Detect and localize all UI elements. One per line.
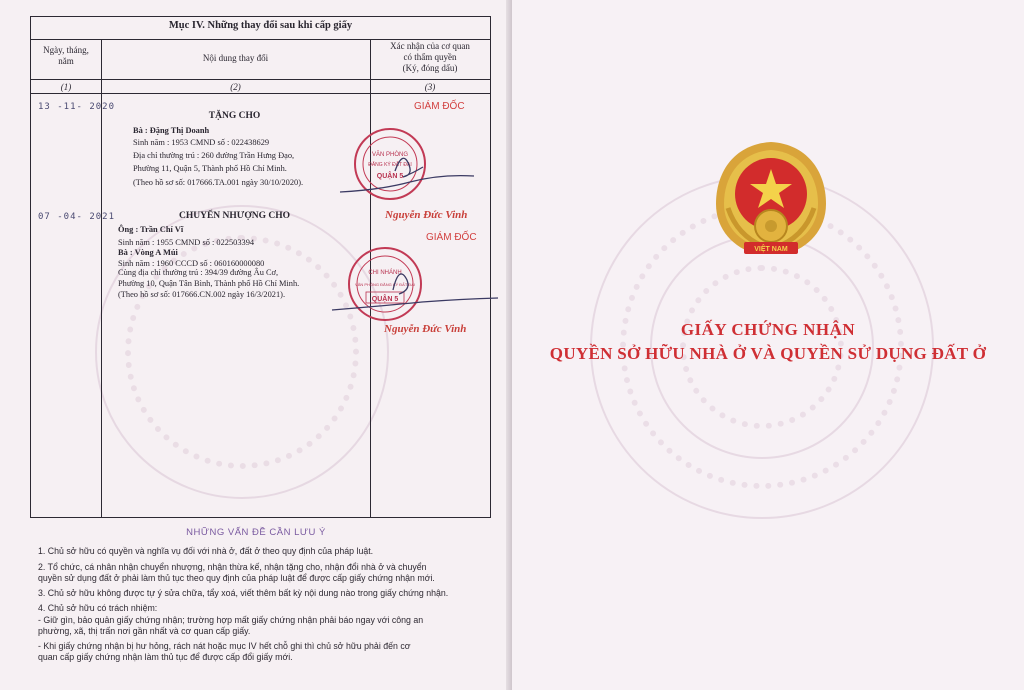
column-index-3: (3) xyxy=(424,82,436,92)
seal-text: CHI NHÁNH xyxy=(368,270,402,276)
cover-subtitle: QUYỀN SỞ HỮU NHÀ Ở VÀ QUYỀN SỬ DỤNG ĐẤT Ở xyxy=(549,344,987,363)
entry-1-line: Sinh năm : 1953 CMND số : 022438629 xyxy=(133,138,270,147)
note-item: 2. Tổ chức, cá nhân nhận chuyển nhượng, nhận thừa kế, nhận tặng cho, nhận đổi nhà ở và chuyển xyxy=(38,562,427,572)
seal-text: VĂN PHÒNG xyxy=(371,152,409,158)
section-heading: Mục IV. Những thay đổi sau khi cấp giấy xyxy=(168,20,353,31)
column-header-approval: Xác nhận của cơ quan có thẩm quyền (Ký, đóng dấu) xyxy=(390,41,470,73)
entry-2-line: Cùng địa chỉ thường trú : 394/39 đường Âu Cơ, xyxy=(118,268,279,277)
column-index-2: (2) xyxy=(230,82,241,92)
entry-1-date: 13 -11- 2020 xyxy=(38,102,116,112)
note-item: 4. Chủ sở hữu có trách nhiệm: xyxy=(38,603,158,613)
column-index-1: (1) xyxy=(60,82,72,92)
notes-title: NHỮNG VẤN ĐỀ CẦN LƯU Ý xyxy=(186,527,326,538)
entry-2-line: Bà : Vòng A Múi xyxy=(118,248,178,257)
seal-text: ĐĂNG KÝ ĐẤT ĐAI xyxy=(368,162,412,168)
entry-2-line: Sinh năm : 1960 CCCD số : 060160000080 xyxy=(118,259,265,268)
entry-2-title: CHUYỂN NHƯỢNG CHO xyxy=(178,211,290,221)
note-item: 1. Chủ sở hữu có quyền và nghĩa vụ đối với nhà ở, đất ở theo quy định của pháp luật. xyxy=(38,546,374,556)
seal-text: VĂN PHÒNG ĐĂNG KÝ ĐẤT ĐAI xyxy=(355,282,415,287)
entry-1-title: TẶNG CHO xyxy=(208,111,261,121)
entry-1-line: Bà : Đặng Thị Doanh xyxy=(133,126,210,135)
entry-1-approver-role: GIÁM ĐỐC xyxy=(414,101,465,112)
emblem-ribbon-text: VIỆT NAM xyxy=(754,246,788,253)
column-header-content: Nội dung thay đổi xyxy=(202,53,269,63)
entry-2-approver-role: GIÁM ĐỐC xyxy=(426,232,477,243)
note-item: - Giữ gìn, bảo quản giấy chứng nhận; trường hợp mất giấy chứng nhận phải báo ngay với công an xyxy=(38,615,424,625)
note-item: - Khi giấy chứng nhận bị hư hỏng, rách nát hoặc mục IV hết chỗ ghi thì chủ sở hữu phải đến cơ xyxy=(38,641,411,651)
entry-2-line: Ông : Trần Chí Vĩ xyxy=(118,225,184,234)
column-header-date: Ngày, tháng, năm xyxy=(43,45,89,66)
entry-1-line: Địa chỉ thường trú : 260 đường Trần Hưng Đạo, xyxy=(133,151,295,160)
note-item: quan cấp giấy chứng nhận làm thủ tục để được cấp đổi giấy mới. xyxy=(38,652,293,662)
national-emblem-icon xyxy=(706,138,836,266)
entry-2-date: 07 -04- 2021 xyxy=(38,212,116,222)
entry-2-line: Phường 10, Quận Tân Bình, Thành phố Hồ Chí Minh. xyxy=(118,279,300,288)
note-item: phường, xã, thị trấn nơi gần nhất và cơ quan cấp giấy. xyxy=(38,626,251,636)
entry-2-approver-name: Nguyễn Đức Vinh xyxy=(384,323,467,335)
entry-2-line: (Theo hồ sơ số: 017666.CN.002 ngày 16/3/2021). xyxy=(118,290,286,299)
entry-1-line: Phường 11, Quận 5, Thành phố Hồ Chí Minh. xyxy=(133,164,287,173)
seal-text: QUẬN 5 xyxy=(371,296,399,303)
entry-2-line: Sinh năm : 1955 CMND số : 022503394 xyxy=(118,238,255,247)
entry-1-signature-stroke xyxy=(338,172,478,196)
entry-1-approver-name: Nguyễn Đức Vinh xyxy=(385,209,468,221)
seal-text: QUẬN 5 xyxy=(376,173,404,180)
entry-1-line: (Theo hồ sơ số: 017666.TA.001 ngày 30/10/2020). xyxy=(133,178,304,187)
note-item: quyền sử dụng đất ở phải làm thủ tục theo quy định của pháp luật để được cấp giấy chứng nhận mới. xyxy=(38,573,435,583)
cover-title: GIẤY CHỨNG NHẬN xyxy=(680,320,856,339)
entry-2-signature-stroke xyxy=(330,296,500,316)
note-item: 3. Chủ sở hữu không được tự ý sửa chữa, tẩy xoá, viết thêm bất kỳ nội dung nào trong giấy chứng nhận. xyxy=(38,588,449,598)
